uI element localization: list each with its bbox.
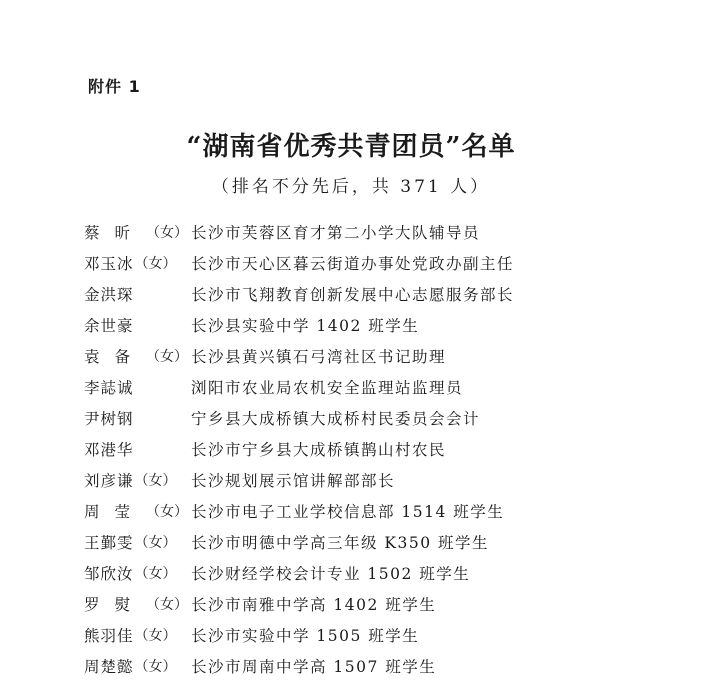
gender-marker: （女） xyxy=(134,255,177,272)
list-item xyxy=(84,402,684,433)
gender-marker: （女） xyxy=(146,224,189,241)
list-item xyxy=(84,247,684,278)
honoree-name-cell xyxy=(84,655,191,677)
honoree-description: 长沙规划展示馆讲解部部长 xyxy=(191,471,396,490)
list-item xyxy=(84,619,684,650)
honoree-description: 长沙市飞翔教育创新发展中心志愿服务部长 xyxy=(191,285,515,304)
gender-marker: （女） xyxy=(134,472,177,489)
honoree-name-cell xyxy=(84,469,191,491)
honoree-name: 邓港华 xyxy=(84,440,134,459)
honoree-description: 长沙市天心区暮云街道办事处党政办副主任 xyxy=(191,254,515,273)
honoree-name: 罗熨 xyxy=(84,595,146,614)
honoree-name: 余世豪 xyxy=(84,316,134,335)
document-title: “湖南省优秀共青团员”名单 xyxy=(186,132,516,162)
honoree-description: 长沙市实验中学 1505 班学生 xyxy=(191,626,420,645)
honoree-name-cell xyxy=(84,221,191,243)
gender-marker: （女） xyxy=(134,627,177,644)
honoree-name: 邹欣汝 xyxy=(84,564,134,583)
gender-marker: （女） xyxy=(146,503,189,520)
gender-marker: （女） xyxy=(146,348,189,365)
honoree-name-cell xyxy=(84,283,191,305)
honoree-name: 王鄞雯 xyxy=(84,533,134,552)
honoree-description: 宁乡县大成桥镇大成桥村民委员会会计 xyxy=(191,409,481,428)
honoree-name-cell xyxy=(84,531,191,553)
list-item xyxy=(84,464,684,495)
honoree-name-cell xyxy=(84,314,191,336)
honoree-name: 刘彦谦 xyxy=(84,471,134,490)
gender-marker: （女） xyxy=(134,565,177,582)
honoree-name-cell xyxy=(84,500,191,522)
list-item xyxy=(84,371,684,402)
list-item xyxy=(84,526,684,557)
honoree-name-cell xyxy=(84,438,191,460)
list-item xyxy=(84,309,684,340)
honoree-description: 长沙市明德中学高三年级 K350 班学生 xyxy=(191,533,490,552)
honoree-list xyxy=(84,216,684,681)
list-item xyxy=(84,216,684,247)
honoree-name-cell xyxy=(84,252,191,274)
gender-marker: （女） xyxy=(134,534,177,551)
honoree-name-cell xyxy=(84,593,191,615)
list-item xyxy=(84,433,684,464)
honoree-name: 蔡昕 xyxy=(84,223,146,242)
honoree-description: 浏阳市农业局农机安全监理站监理员 xyxy=(191,378,464,397)
gender-marker: （女） xyxy=(134,658,177,675)
honoree-name-cell xyxy=(84,624,191,646)
gender-marker: （女） xyxy=(146,596,189,613)
list-item xyxy=(84,495,684,526)
list-item xyxy=(84,557,684,588)
honoree-description: 长沙市芙蓉区育才第二小学大队辅导员 xyxy=(191,223,481,242)
honoree-name-cell xyxy=(84,345,191,367)
honoree-name-cell xyxy=(84,376,191,398)
honoree-description: 长沙财经学校会计专业 1502 班学生 xyxy=(191,564,471,583)
honoree-description: 长沙市周南中学高 1507 班学生 xyxy=(191,657,437,676)
honoree-name: 周莹 xyxy=(84,502,146,521)
honoree-name: 金洪琛 xyxy=(84,285,134,304)
list-item xyxy=(84,588,684,619)
honoree-description: 长沙市南雅中学高 1402 班学生 xyxy=(191,595,437,614)
honoree-name: 袁备 xyxy=(84,347,146,366)
honoree-description: 长沙市宁乡县大成桥镇鹊山村农民 xyxy=(191,440,447,459)
honoree-name: 周楚懿 xyxy=(84,657,134,676)
list-item xyxy=(84,278,684,309)
honoree-description: 长沙县黄兴镇石弓湾社区书记助理 xyxy=(191,347,447,366)
document-subtitle: （排名不分先后，共 371 人） xyxy=(211,177,491,197)
list-item xyxy=(84,340,684,371)
honoree-name: 熊羽佳 xyxy=(84,626,134,645)
honoree-name: 李誌诚 xyxy=(84,378,134,397)
honoree-name-cell xyxy=(84,562,191,584)
honoree-description: 长沙县实验中学 1402 班学生 xyxy=(191,316,420,335)
honoree-name-cell xyxy=(84,407,191,429)
honoree-name: 邓玉冰 xyxy=(84,254,134,273)
list-item xyxy=(84,650,684,681)
honoree-name: 尹树钢 xyxy=(84,409,134,428)
honoree-description: 长沙市电子工业学校信息部 1514 班学生 xyxy=(191,502,505,521)
attachment-label: 附件 1 xyxy=(88,77,141,96)
